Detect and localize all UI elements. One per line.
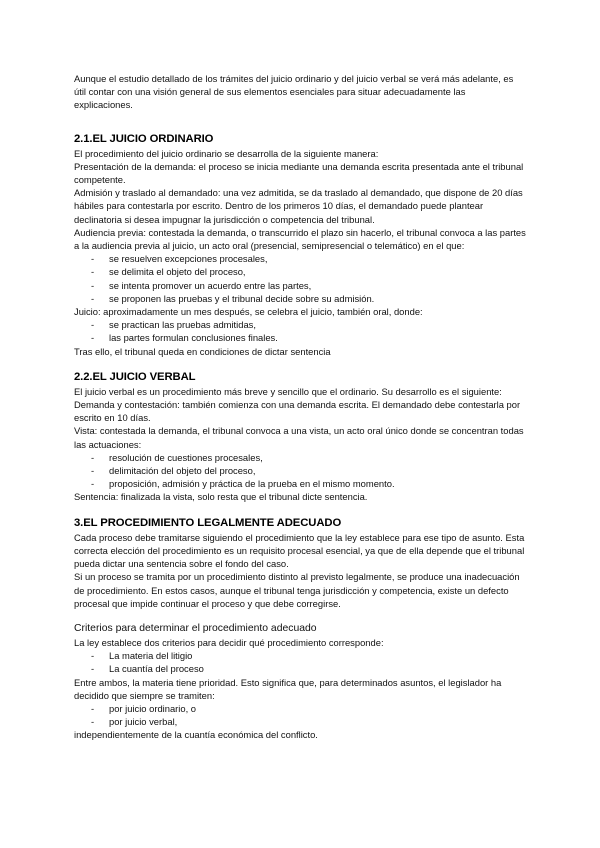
paragraph: El juicio verbal es un procedimiento más breve y sencillo que el ordinario. Su desarrollo es el siguiente:: [74, 385, 502, 397]
paragraph: Vista: contestada la demanda, el tribunal convoca a una vista, un acto oral único donde se concentran todas las actuaciones:: [74, 425, 524, 450]
paragraph: Presentación de la demanda: el proceso se inicia mediante una demanda escrita presentada ante el tribunal competente.: [74, 160, 524, 186]
tramite-list: [74, 702, 526, 728]
document-page: [74, 72, 526, 742]
paragraph: La ley establece dos criterios para decidir qué procedimiento corresponde:: [74, 636, 384, 648]
section-title-procedimiento-adecuado: 3.EL PROCEDIMIENTO LEGALMENTE ADECUADO: [74, 516, 342, 529]
paragraph: Tras ello, el tribunal queda en condiciones de dictar sentencia: [74, 345, 331, 357]
paragraph: Si un proceso se tramita por un procedimiento distinto al previsto legalmente, se produce una inadecuación de procedimiento. En estos casos, aunque el tribunal tenga jurisdicción y competencia, existe un defecto procesal que impide continuar el proceso y que debe corregirse.: [74, 571, 520, 609]
list-item: - proposición, admisión y práctica de la prueba en el mismo momento.: [74, 477, 526, 490]
list-item: - se delimita el objeto del proceso,: [74, 265, 526, 278]
paragraph: Juicio: aproximadamente un mes después, se celebra el juicio, también oral, donde:: [74, 306, 423, 318]
paragraph: Demanda y contestación: también comienza con una demanda escrita. El demandado debe contestarla por escrito en 10 días.: [74, 399, 521, 424]
list-item: - La cuantía del proceso: [74, 662, 526, 675]
section-title-juicio-verbal: 2.2.EL JUICIO VERBAL: [74, 370, 196, 383]
list-item: - las partes formulan conclusiones finales.: [74, 331, 526, 344]
list-item: - se resuelven excepciones procesales,: [74, 252, 526, 265]
paragraph: Admisión y traslado al demandado: una vez admitida, se da traslado al demandado, que dispone de 20 días hábiles para contestarla por escrito. Dentro de los primeros 10 días, el demandado puede plantear declinatoria si desea impugnar la jurisdicción o competencia del tribunal.: [74, 187, 523, 225]
intro-paragraph: Aunque el estudio detallado de los trámites del juicio ordinario y del juicio verbal se verá más adelante, es útil contar con una visión general de sus elementos esenciales para situar adecuadamente las explicaciones.: [74, 73, 514, 111]
list-item: - se intenta promover un acuerdo entre las partes,: [74, 279, 526, 292]
paragraph: Sentencia: finalizada la vista, solo resta que el tribunal dicte sentencia.: [74, 491, 368, 503]
juicio-list: [74, 318, 526, 344]
list-item: - por juicio verbal,: [74, 715, 526, 728]
paragraph: Audiencia previa: contestada la demanda, o transcurrido el plazo sin hacerlo, el tribunal convoca a las partes a la audiencia previa al juicio, un acto oral (presencial, semipresencial o telemático) en el que:: [74, 226, 526, 252]
audiencia-previa-list: [74, 252, 526, 305]
list-item: - se practican las pruebas admitidas,: [74, 318, 526, 331]
paragraph: El procedimiento del juicio ordinario se desarrolla de la siguiente manera:: [74, 147, 379, 159]
list-item: - se proponen las pruebas y el tribunal decide sobre su admisión.: [74, 292, 526, 305]
paragraph: Cada proceso debe tramitarse siguiendo el procedimiento que la ley establece para ese tipo de asunto. Esta correcta elección del procedimiento es un requisito procesal esencial, ya que de ella depende que el tribunal pueda dictar una sentencia sobre el fondo del caso.: [74, 531, 525, 570]
subsection-title-criterios: Criterios para determinar el procedimiento adecuado: [74, 622, 317, 634]
list-item: - La materia del litigio: [74, 649, 526, 662]
paragraph: Entre ambos, la materia tiene prioridad. Esto significa que, para determinados asuntos, el legislador ha decidido que siempre se tramiten:: [74, 676, 502, 701]
list-item: - resolución de cuestiones procesales,: [74, 451, 526, 464]
list-item: - delimitación del objeto del proceso,: [74, 464, 526, 477]
criterios-list: [74, 649, 526, 675]
section-title-juicio-ordinario: 2.1.EL JUICIO ORDINARIO: [74, 132, 214, 145]
list-item: - por juicio ordinario, o: [74, 702, 526, 715]
vista-list: [74, 451, 526, 491]
paragraph: independientemente de la cuantía económica del conflicto.: [74, 729, 318, 741]
